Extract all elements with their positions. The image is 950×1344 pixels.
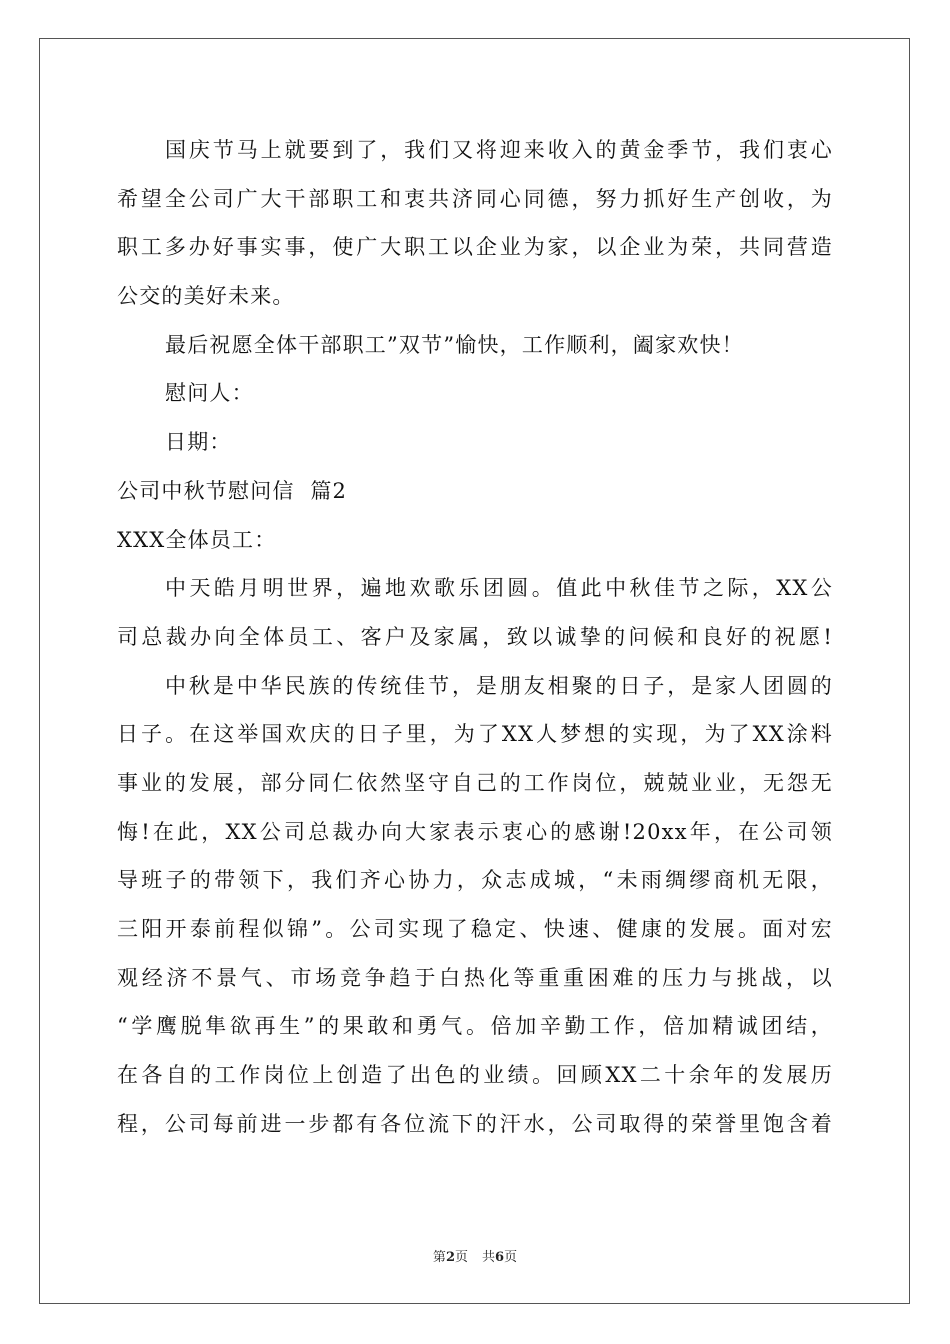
document-body bbox=[117, 126, 833, 1148]
section-heading: 公司中秋节慰问信 篇2 bbox=[117, 478, 348, 503]
paragraph-line: 公交的美好未来。 bbox=[117, 284, 295, 309]
paragraph-line: 日子。在这举国欢庆的日子里，为了XX人梦想的实现，为了XX涂料 bbox=[117, 722, 833, 747]
paragraph-line: 最后祝愿全体干部职工”双节”愉快，工作顺利，阖家欢快！ bbox=[165, 332, 744, 357]
paragraph-line: 事业的发展，部分同仁依然坚守自己的工作岗位，兢兢业业，无怨无 bbox=[117, 770, 833, 795]
paragraph-line: “学鹰脱隼欲再生”的果敢和勇气。倍加辛勤工作，倍加精诚团结， bbox=[117, 1014, 833, 1039]
paragraph-line: 中秋是中华民族的传统佳节，是朋友相聚的日子，是家人团圆的 bbox=[165, 673, 833, 698]
paragraph-line: 国庆节马上就要到了，我们又将迎来收入的黄金季节，我们衷心 bbox=[165, 138, 833, 162]
paragraph-line: 悔!在此，XX公司总裁办向大家表示衷心的感谢!20xx年，在公司领 bbox=[117, 819, 833, 844]
paragraph-line: 司总裁办向全体员工、客户及家属，致以诚挚的问候和良好的祝愿! bbox=[117, 624, 833, 649]
paragraph-line: 中天皓月明世界，遍地欢歌乐团圆。值此中秋佳节之际，XX公 bbox=[165, 576, 833, 601]
paragraph-line: 在各自的工作岗位上创造了出色的业绩。回顾XX二十余年的发展历 bbox=[117, 1063, 833, 1088]
salutation: XXX全体员工： bbox=[117, 527, 277, 552]
paragraph-line: 三阳开泰前程似锦”。公司实现了稳定、快速、健康的发展。面对宏 bbox=[117, 917, 833, 941]
total-prefix: 共 bbox=[482, 1250, 496, 1265]
paragraph-line: 职工多办好事实事，使广大职工以企业为家，以企业为荣，共同营造 bbox=[117, 235, 833, 260]
page-suffix: 页 bbox=[454, 1250, 468, 1265]
paragraph-line: 希望全公司广大干部职工和衷共济同心同德，努力抓好生产创收，为 bbox=[117, 186, 833, 211]
date-label: 日期： bbox=[165, 430, 232, 455]
paragraph-line: 观经济不景气、市场竞争趋于白热化等重重困难的压力与挑战，以 bbox=[117, 965, 833, 990]
page-current: 2 bbox=[445, 1250, 455, 1265]
paragraph-line: 程，公司每前进一步都有各位流下的汗水，公司取得的荣誉里饱含着 bbox=[117, 1111, 833, 1136]
total-suffix: 页 bbox=[504, 1250, 518, 1265]
page-footer bbox=[0, 1246, 950, 1265]
signer-label: 慰问人： bbox=[165, 381, 254, 406]
page-total: 6 bbox=[495, 1250, 505, 1265]
page-prefix: 第 bbox=[432, 1250, 446, 1265]
paragraph-line: 导班子的带领下，我们齐心协力，众志成城，“未雨绸缪商机无限， bbox=[117, 868, 833, 893]
